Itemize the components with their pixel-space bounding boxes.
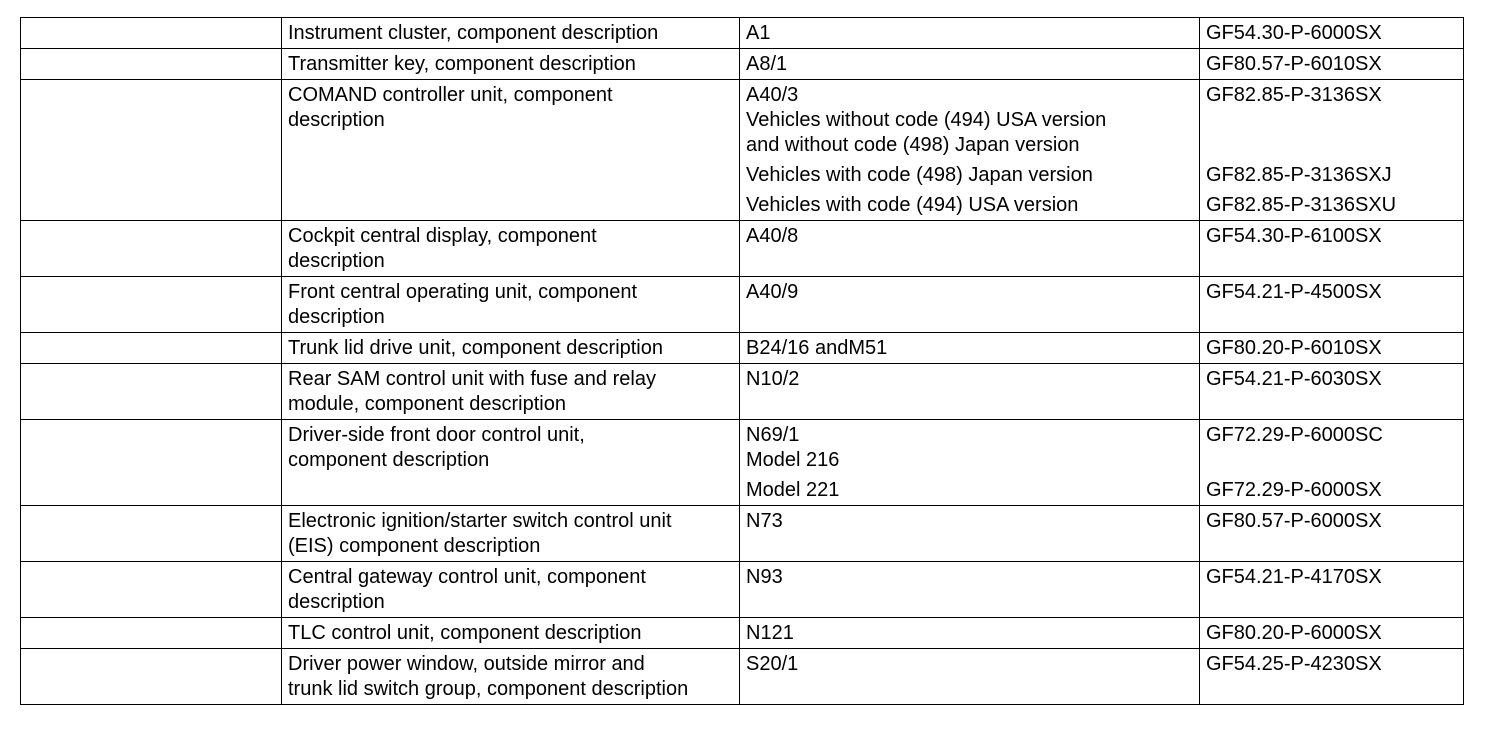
description-cell: Electronic ignition/starter switch control unit (EIS) component description xyxy=(282,506,740,562)
code-cell: N10/2 xyxy=(740,364,1200,420)
description-cell: Driver power window, outside mirror and trunk lid switch group, component description xyxy=(282,649,740,705)
table-row xyxy=(21,18,1464,49)
empty-cell xyxy=(21,333,282,364)
variant-label: Model 216 xyxy=(746,449,840,471)
description-cell: Cockpit central display, component description xyxy=(282,221,740,277)
code-cell: B24/16 andM51 xyxy=(740,333,1200,364)
reference-link[interactable]: GF54.30-P-6000SX xyxy=(1206,22,1382,44)
reference-link[interactable]: GF80.57-P-6010SX xyxy=(1206,53,1382,75)
reference-cell[interactable] xyxy=(1200,649,1464,705)
empty-cell xyxy=(21,80,282,221)
code-cell: N121 xyxy=(740,618,1200,649)
table-row xyxy=(21,618,1464,649)
description-cell: Rear SAM control unit with fuse and relay module, component description xyxy=(282,364,740,420)
variant-label: and without code (498) Japan version xyxy=(746,134,1080,156)
variant-label: Vehicles with code (498) Japan version xyxy=(746,164,1093,186)
description-cell: Transmitter key, component description xyxy=(282,49,740,80)
code-cell: S20/1 xyxy=(740,649,1200,705)
table-row xyxy=(21,49,1464,80)
code-cell: N69/1 Model 216 Model 221 xyxy=(740,420,1200,506)
reference-cell[interactable] xyxy=(1200,221,1464,277)
reference-cell[interactable] xyxy=(1200,364,1464,420)
reference-cell[interactable] xyxy=(1200,506,1464,562)
table-row xyxy=(21,649,1464,705)
variant-label: Vehicles with code (494) USA version xyxy=(746,194,1079,216)
reference-link[interactable]: GF54.25-P-4230SX xyxy=(1206,653,1382,675)
variant-label: Vehicles without code (494) USA version xyxy=(746,109,1107,131)
reference-link[interactable]: GF82.85-P-3136SXU xyxy=(1206,194,1397,216)
reference-cell[interactable] xyxy=(1200,277,1464,333)
reference-link[interactable]: GF80.20-P-6000SX xyxy=(1206,622,1382,644)
reference-link[interactable]: GF54.30-P-6100SX xyxy=(1206,225,1382,247)
description-cell: Trunk lid drive unit, component description xyxy=(282,333,740,364)
reference-link[interactable]: GF82.85-P-3136SXJ xyxy=(1206,164,1392,186)
reference-link[interactable]: GF80.20-P-6010SX xyxy=(1206,337,1382,359)
code-cell: A40/8 xyxy=(740,221,1200,277)
table-row xyxy=(21,277,1464,333)
reference-link[interactable]: GF54.21-P-4500SX xyxy=(1206,281,1382,303)
description-cell: Instrument cluster, component description xyxy=(282,18,740,49)
code-cell: A8/1 xyxy=(740,49,1200,80)
empty-cell xyxy=(21,618,282,649)
description-cell: Driver-side front door control unit, component description xyxy=(282,420,740,506)
code-cell: N93 xyxy=(740,562,1200,618)
code-cell: A40/3 Vehicles without code (494) USA version and without code (498) Japan version Vehicles with code (498) Japan version Vehicles with code (494) USA version xyxy=(740,80,1200,221)
empty-cell xyxy=(21,277,282,333)
table-row xyxy=(21,221,1464,277)
reference-link[interactable]: GF54.21-P-4170SX xyxy=(1206,566,1382,588)
table-row xyxy=(21,364,1464,420)
empty-cell xyxy=(21,364,282,420)
variant-label: Model 221 xyxy=(746,479,840,501)
empty-cell xyxy=(21,649,282,705)
table-row xyxy=(21,333,1464,364)
reference-cell[interactable] xyxy=(1200,18,1464,49)
description-cell: Central gateway control unit, component description xyxy=(282,562,740,618)
reference-cell[interactable] xyxy=(1200,618,1464,649)
empty-cell xyxy=(21,18,282,49)
reference-link[interactable]: GF80.57-P-6000SX xyxy=(1206,510,1382,532)
code-cell: A40/9 xyxy=(740,277,1200,333)
component-reference-table xyxy=(20,17,1464,705)
table-row xyxy=(21,562,1464,618)
reference-link[interactable]: GF72.29-P-6000SX xyxy=(1206,479,1382,501)
empty-cell xyxy=(21,506,282,562)
description-cell: COMAND controller unit, component description xyxy=(282,80,740,221)
code-cell: N73 xyxy=(740,506,1200,562)
table-row xyxy=(21,506,1464,562)
code-cell: A1 xyxy=(740,18,1200,49)
description-cell: Front central operating unit, component description xyxy=(282,277,740,333)
reference-cell[interactable] xyxy=(1200,49,1464,80)
empty-cell xyxy=(21,221,282,277)
reference-cell[interactable] xyxy=(1200,562,1464,618)
description-cell: TLC control unit, component description xyxy=(282,618,740,649)
reference-cell[interactable] xyxy=(1200,420,1464,506)
reference-link[interactable]: GF54.21-P-6030SX xyxy=(1206,368,1382,390)
empty-cell xyxy=(21,49,282,80)
table-row xyxy=(21,80,1464,221)
table-row xyxy=(21,420,1464,506)
reference-cell[interactable] xyxy=(1200,80,1464,221)
reference-cell[interactable] xyxy=(1200,333,1464,364)
empty-cell xyxy=(21,562,282,618)
reference-link[interactable]: GF72.29-P-6000SC xyxy=(1206,424,1383,446)
empty-cell xyxy=(21,420,282,506)
reference-link[interactable]: GF82.85-P-3136SX xyxy=(1206,84,1382,106)
